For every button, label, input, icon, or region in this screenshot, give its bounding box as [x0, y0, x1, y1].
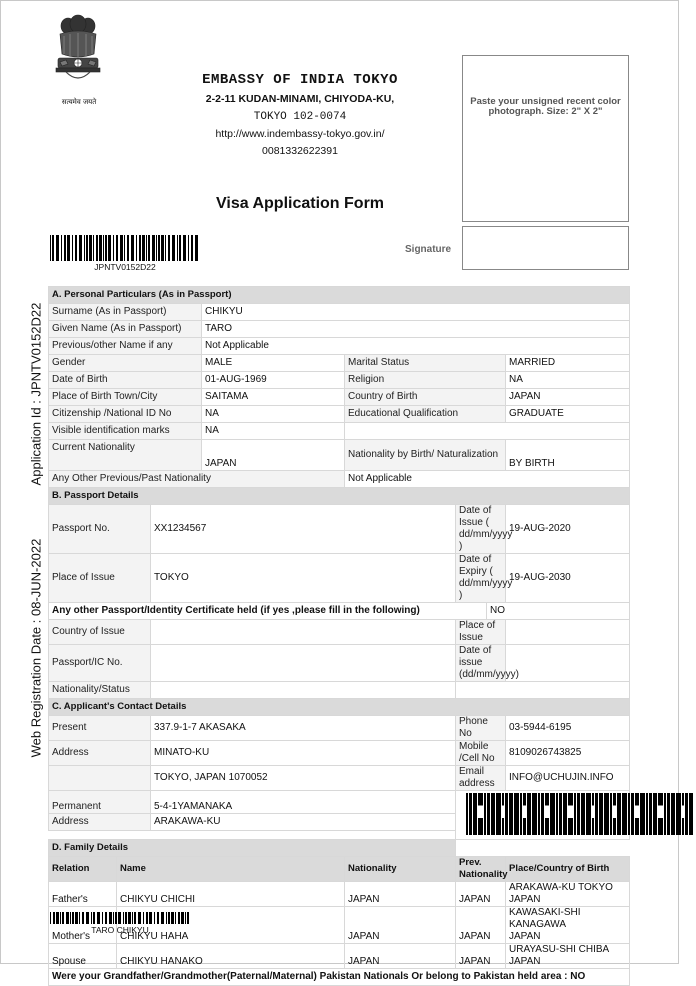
family-relation: Spouse: [49, 944, 117, 969]
family-place-of-birth: URAYASU-SHI CHIBA JAPAN: [506, 944, 630, 969]
table-row: [49, 944, 630, 969]
present-address-label: Address: [49, 741, 151, 766]
education-value: GRADUATE: [506, 406, 630, 423]
marital-status-value: MARRIED: [506, 355, 630, 372]
permanent-address-1: 5-4-1YAMANAKA: [151, 791, 456, 814]
name-barcode-text: TARO CHIKYU: [91, 925, 149, 935]
family-prev-nationality: JAPAN: [456, 882, 506, 907]
religion-label: Religion: [345, 372, 506, 389]
marital-status-label: Marital Status: [345, 355, 506, 372]
photo-box: [462, 55, 629, 222]
place-of-issue-2-label: Place of Issue: [456, 620, 506, 645]
family-name: CHIKYU HANAKO: [117, 944, 345, 969]
family-header-relation: Relation: [49, 857, 117, 882]
application-barcode: [50, 235, 200, 261]
national-id-label: Citizenship /National ID No: [49, 406, 202, 423]
embassy-website[interactable]: http://www.indembassy-tokyo.gov.in/: [215, 128, 385, 140]
religion-value: NA: [506, 372, 630, 389]
dob-value: 01-AUG-1969: [202, 372, 345, 389]
permanent-label: Permanent: [49, 791, 151, 814]
identification-marks-label: Visible identification marks: [49, 423, 202, 440]
place-of-issue-label: Place of Issue: [49, 554, 151, 603]
embassy-name: EMBASSY OF INDIA TOKYO: [202, 72, 398, 88]
education-label: Educational Qualification: [345, 406, 506, 423]
name-barcode: [50, 912, 190, 924]
qr-code-cell: [456, 791, 630, 840]
place-of-issue-value: TOKYO: [151, 554, 456, 603]
date-of-expiry-label: Date of Expiry ( dd/mm/yyyy ): [456, 554, 506, 603]
family-relation: Mother's: [49, 907, 117, 944]
table-row: [49, 882, 630, 907]
given-name-value: TARO: [202, 321, 630, 338]
pakistan-question: Were your Grandfather/Grandmother(Paternal/Maternal) Pakistan Nationals Or belong to Pakistan held area : NO: [49, 969, 630, 986]
present-address-1: 337.9-1-7 AKASAKA: [151, 716, 456, 741]
family-place-of-birth: ARAKAWA-KU TOKYO JAPAN: [506, 882, 630, 907]
gender-label: Gender: [49, 355, 202, 372]
place-of-birth-label: Place of Birth Town/City: [49, 389, 202, 406]
national-emblem-icon: [46, 14, 110, 110]
current-nationality-label: Current Nationality: [49, 440, 202, 471]
present-label: Present: [49, 716, 151, 741]
section-c-title: C. Applicant's Contact Details: [49, 699, 630, 716]
gender-value: MALE: [202, 355, 345, 372]
family-nationality: JAPAN: [345, 944, 456, 969]
other-nationality-label: Any Other Previous/Past Nationality: [49, 471, 345, 488]
family-prev-nationality: JAPAN: [456, 944, 506, 969]
section-d-title: D. Family Details: [49, 840, 456, 857]
previous-name-label: Previous/other Name if any: [49, 338, 202, 355]
visa-form-table: [48, 286, 630, 986]
web-registration-date: Web Registration Date : 08-JUN-2022: [28, 538, 44, 758]
date-of-issue-label: Date of Issue ( dd/mm/yyyy ): [456, 505, 506, 554]
family-header-nationality: Nationality: [345, 857, 456, 882]
phone-label: Phone No: [456, 716, 506, 741]
date-of-issue-2-label: Date of issue (dd/mm/yyyy): [456, 645, 506, 682]
permanent-address-2: ARAKAWA-KU: [151, 814, 456, 831]
national-id-value: NA: [202, 406, 345, 423]
other-passport-value: NO: [487, 603, 630, 620]
application-id: Application Id : JPNTV0152D22: [28, 302, 44, 486]
identification-marks-value: NA: [202, 423, 345, 440]
family-nationality: JAPAN: [345, 907, 456, 944]
family-header-place-of-birth: Place/Country of Birth: [506, 857, 630, 882]
surname-value: CHIKYU: [202, 304, 630, 321]
signature-label: Signature: [405, 244, 452, 255]
dob-label: Date of Birth: [49, 372, 202, 389]
mobile-label: Mobile /Cell No: [456, 741, 506, 766]
other-nationality-value: Not Applicable: [345, 471, 630, 488]
mobile-value: 8109026743825: [506, 741, 630, 766]
surname-label: Surname (As in Passport): [49, 304, 202, 321]
emblem-motto: सत्यमेव जयते: [61, 98, 97, 106]
family-place-of-birth: KAWASAKI-SHI KANAGAWA JAPAN: [506, 907, 630, 944]
photo-instructions: Paste your unsigned recent color photograph. Size: 2" X 2": [470, 96, 621, 117]
signature-box: [462, 226, 629, 270]
country-of-birth-label: Country of Birth: [345, 389, 506, 406]
family-name: CHIKYU CHICHI: [117, 882, 345, 907]
form-title: Visa Application Form: [215, 195, 385, 212]
other-passport-label: Any other Passport/Identity Certificate held (if yes ,please fill in the following): [49, 603, 487, 620]
passport-no-value: XX1234567: [151, 505, 456, 554]
place-of-birth-value: SAITAMA: [202, 389, 345, 406]
family-nationality: JAPAN: [345, 882, 456, 907]
current-nationality-value: JAPAN: [202, 440, 345, 471]
email-label: Email address: [456, 766, 506, 791]
country-of-birth-value: JAPAN: [506, 389, 630, 406]
family-name: CHIKYU HAHA: [117, 907, 345, 944]
date-of-expiry-value: 19-AUG-2030: [506, 554, 630, 603]
side-registration-text: [29, 303, 44, 758]
given-name-label: Given Name (As in Passport): [49, 321, 202, 338]
qr-barcode: [466, 793, 696, 835]
embassy-phone: 0081332622391: [262, 145, 338, 157]
present-address-3: TOKYO, JAPAN 1070052: [151, 766, 456, 791]
present-address-2: MINATO-KU: [151, 741, 456, 766]
nationality-status-label: Nationality/Status: [49, 682, 151, 699]
email-value: INFO@UCHUJIN.INFO: [506, 766, 630, 791]
passport-no-label: Passport No.: [49, 505, 151, 554]
previous-name-value: Not Applicable: [202, 338, 630, 355]
application-barcode-text: JPNTV0152D22: [94, 262, 156, 272]
date-of-issue-value: 19-AUG-2020: [506, 505, 630, 554]
embassy-city: TOKYO 102-0074: [253, 111, 347, 123]
phone-value: 03-5944-6195: [506, 716, 630, 741]
embassy-address: 2-2-11 KUDAN-MINAMI, CHIYODA-KU,: [205, 93, 395, 105]
nationality-by-value: BY BIRTH: [506, 440, 630, 471]
nationality-by-label: Nationality by Birth/ Naturalization: [345, 440, 506, 471]
permanent-address-label: Address: [49, 814, 151, 831]
section-b-title: B. Passport Details: [49, 488, 630, 505]
family-header-prev-nationality: Prev. Nationality: [456, 857, 506, 882]
family-prev-nationality: JAPAN: [456, 907, 506, 944]
family-relation: Father's: [49, 882, 117, 907]
section-a-title: A. Personal Particulars (As in Passport): [49, 287, 630, 304]
family-header-name: Name: [117, 857, 345, 882]
country-of-issue-label: Country of Issue: [49, 620, 151, 645]
passport-ic-label: Passport/IC No.: [49, 645, 151, 682]
